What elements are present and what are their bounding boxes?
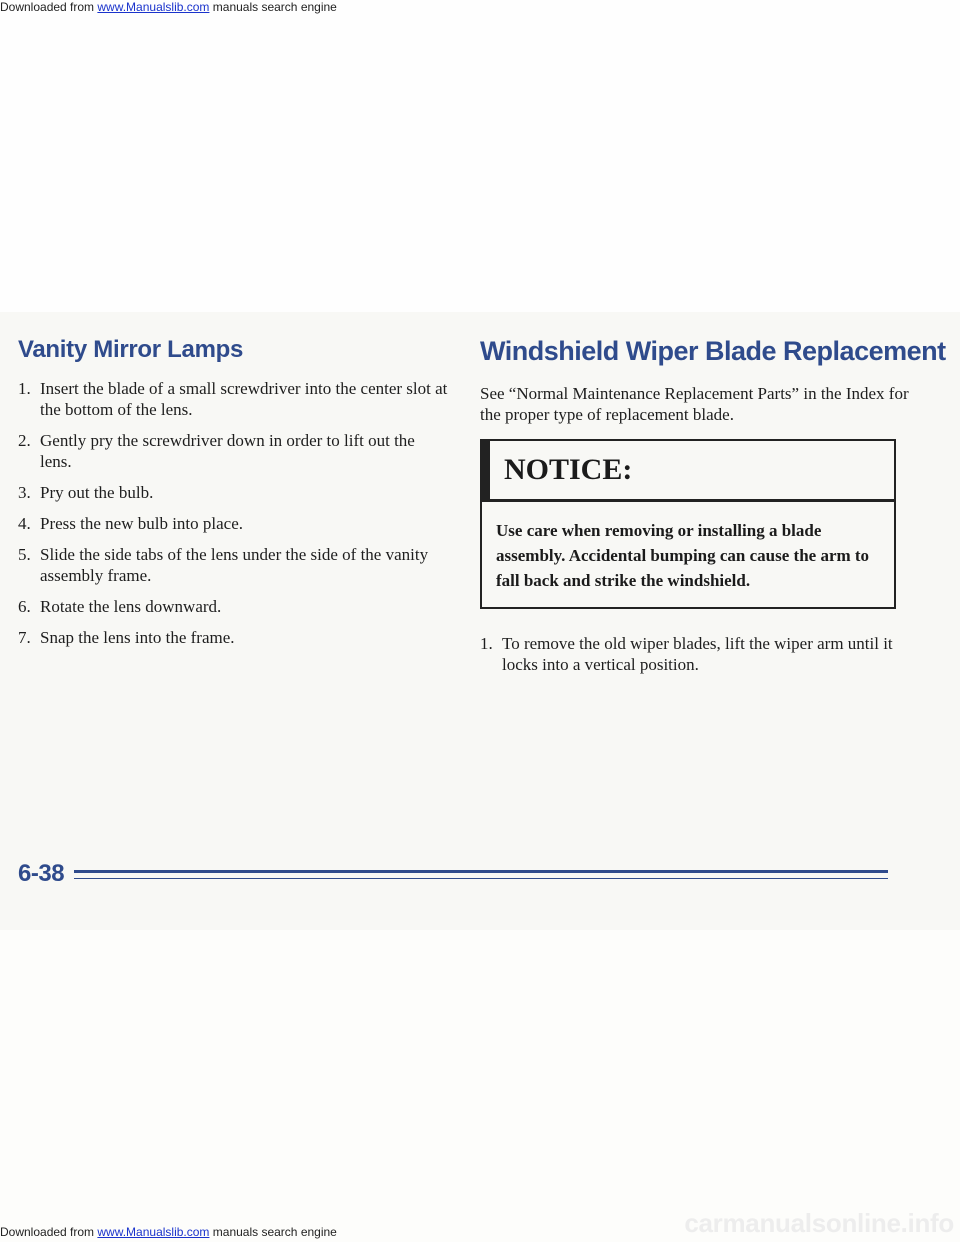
step-text: Snap the lens into the frame. [40,628,235,647]
list-item [18,627,448,648]
wiper-heading: Windshield Wiper Blade Replacement [480,336,946,366]
download-footer-prefix: Downloaded from [0,1225,98,1239]
step-text: Gently pry the screwdriver down in order to lift out the lens. [40,431,415,471]
vanity-steps-list [18,378,448,648]
top-blank-area [0,0,960,312]
wiper-steps-list [480,633,910,675]
step-text: Rotate the lens downward. [40,597,222,616]
list-item [18,378,448,420]
wiper-intro: See “Normal Maintenance Replacement Parts” in the Index for the proper type of replacement blade. [480,384,909,424]
page-number: 6-38 [18,860,65,887]
page-footer [18,860,888,892]
step-text: Press the new bulb into place. [40,514,244,533]
download-header-suffix: manuals search engine [209,0,337,14]
step-text: Pry out the bulb. [40,483,154,502]
list-item [18,482,448,503]
step-number: 4. [18,514,31,533]
notice-body: Use care when removing or installing a blade assembly. Accidental bumping can cause the arm to fall back and strike the windshield. [496,521,870,590]
download-footer-suffix: manuals search engine [209,1225,337,1239]
footer-rule-thick [74,870,888,873]
step-text: Insert the blade of a small screwdriver into the center slot at the bottom of the lens. [40,379,448,419]
list-item [18,544,448,586]
list-item [18,596,448,617]
list-item [480,633,910,675]
list-item [18,513,448,534]
manualslib-footer-link[interactable]: www.Manualslib.com [97,1225,210,1239]
step-number: 5. [18,545,31,564]
list-item [18,430,448,472]
wiper-section [480,336,946,685]
download-header-prefix: Downloaded from [0,0,98,14]
step-text: Slide the side tabs of the lens under the side of the vanity assembly frame. [40,545,429,585]
footer-rule-thin [74,878,888,879]
download-header [0,0,337,14]
notice-box [480,439,896,609]
notice-title: NOTICE: [480,441,894,502]
step-number: 3. [18,483,31,502]
manualslib-link[interactable]: www.Manualslib.com [97,0,210,14]
vanity-heading: Vanity Mirror Lamps [18,336,244,363]
step-number: 6. [18,597,31,616]
vanity-mirror-section [18,336,448,658]
step-number: 2. [18,431,31,450]
step-number: 1. [480,634,493,653]
watermark: carmanualsonline.info [684,1208,954,1238]
step-text: To remove the old wiper blades, lift the wiper arm until it locks into a vertical position. [502,634,893,674]
step-number: 7. [18,628,31,647]
step-number: 1. [18,379,31,398]
download-footer [0,1225,337,1239]
